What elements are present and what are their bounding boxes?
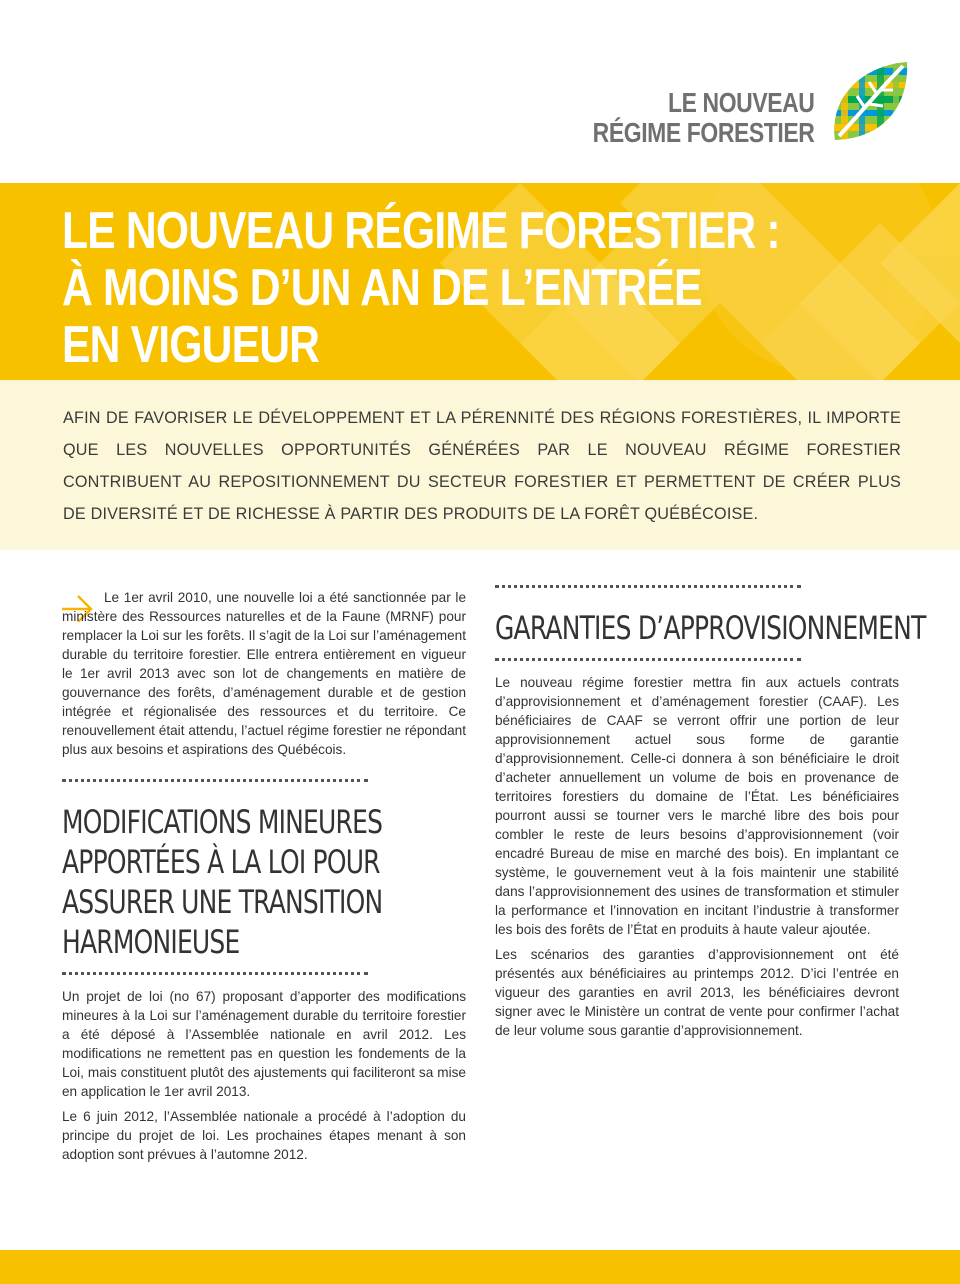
section-title-line: HARMONIEUSE <box>62 923 240 961</box>
dotted-divider <box>62 972 368 975</box>
logo-line-2: RÉGIME FORESTIER <box>592 117 814 148</box>
title-line: LE NOUVEAU RÉGIME FORESTIER : <box>62 202 780 260</box>
intro-box <box>0 380 960 550</box>
section-title-line: APPORTÉES À LA LOI POUR <box>62 843 380 881</box>
intro-text: AFIN DE FAVORISER LE DÉVELOPPEMENT ET LA PÉRENNITÉ DES RÉGIONS FORESTIÈRES, IL IMPORTE QUE LES NOUVELLES OPPORTUNITÉS GÉNÉRÉES PAR LE NOUVEAU RÉGIME FORESTIER CONTRIBUENT AU REPOSITIONNEMENT DU SECTEUR FORESTIER ET PERMETTENT DE CRÉER PLUS DE DIVERSITÉ ET DE RICHESSE À PARTIR DES PRODUITS DE LA FORÊT QUÉBÉCOISE. <box>63 409 901 523</box>
section-title-line: MODIFICATIONS MINEURES <box>62 803 383 841</box>
logo-line-1: LE NOUVEAU <box>667 87 814 118</box>
title-line: À MOINS D’UN AN DE L’ENTRÉE <box>62 259 702 317</box>
leaf-icon <box>829 60 909 146</box>
dotted-divider <box>62 779 368 782</box>
paragraph: Le nouveau régime forestier mettra fin aux actuels contrats d’approvisionnement et d’aménagement forestier (CAAF). Les bénéficiaires de CAAF se verront offrir une portion de leur approvisionnement actuel sous forme de garantie d’approvisionnement. Celle-ci donnera à son bénéficiaire le droit d’acheter annuellement un volume de bois en provenance de territoires forestiers du domaine de l’État. Les bénéficiaires pourront aussi se tourner vers le marché libre des bois pour combler le reste de leurs besoins d’approvisionnement (voir encadré Bureau de mise en marché des bois). En implantant ce système, le gouvernement veut à la fois maintenir une stabilité dans l’approvisionnement des usines de transformation et stimuler la performance et l’innovation en incitant l’industrie à transformer les bois des forêts de l’État en produits à haute valeur ajoutée. <box>495 675 899 937</box>
dotted-divider <box>495 585 801 588</box>
logo-wordmark <box>592 88 814 148</box>
left-column <box>62 588 466 1164</box>
lead-paragraph-block <box>62 588 466 759</box>
section-title-line: GARANTIES D’APPROVISIONNEMENT <box>495 609 926 647</box>
section-title-line: ASSURER UNE TRANSITION <box>62 883 383 921</box>
page-title <box>62 203 780 374</box>
section-title-modifications <box>62 802 383 962</box>
lead-paragraph: Le 1er avril 2010, une nouvelle loi a été sanctionnée par le ministère des Ressources naturelles et de la Faune (MRNF) pour remplacer la Loi sur les forêts. Il s’agit de la Loi sur l’aménagement durable du territoire forestier. Elle entrera entièrement en vigueur le 1er avril 2013 avec son lot de changements en matière de gouvernance des forêts, d’aménagement durable et de gestion intégrée et régionalisée des ressources et du territoire. Ce renouvellement était attendu, l’actuel régime forestier ne répondant plus aux besoins et aspirations des Québécois. <box>62 590 466 757</box>
dotted-divider <box>495 658 801 661</box>
paragraph: Les scénarios des garanties d’approvisionnement ont été présentés aux bénéficiaires au printemps 2012. D’ici l’entrée en vigueur des garanties en avril 2013, les bénéficiaires devront signer avec le Ministère un contrat de vente pour confirmer l’achat de leur volume sous garantie d’approvisionnement. <box>495 947 899 1038</box>
title-line: EN VIGUEUR <box>62 316 320 374</box>
footer-bar <box>0 1250 960 1284</box>
section-title-garanties <box>495 608 926 648</box>
paragraph: Le 6 juin 2012, l’Assemblée nationale a procédé à l’adoption du principe du projet de loi. Les prochaines étapes menant à son adoption sont prévues à l’automne 2012. <box>62 1109 466 1162</box>
right-column <box>495 585 926 1040</box>
paragraph: Un projet de loi (no 67) proposant d’apporter des modifications mineures à la Loi sur l’aménagement durable du territoire forestier a été déposé à l’Assemblée nationale en avril 2012. Les modifications ne remettent pas en question les fondements de la Loi, mais constituent plutôt des ajustements qui faciliteront sa mise en application le 1er avril 2013. <box>62 989 466 1099</box>
title-banner <box>0 183 960 380</box>
